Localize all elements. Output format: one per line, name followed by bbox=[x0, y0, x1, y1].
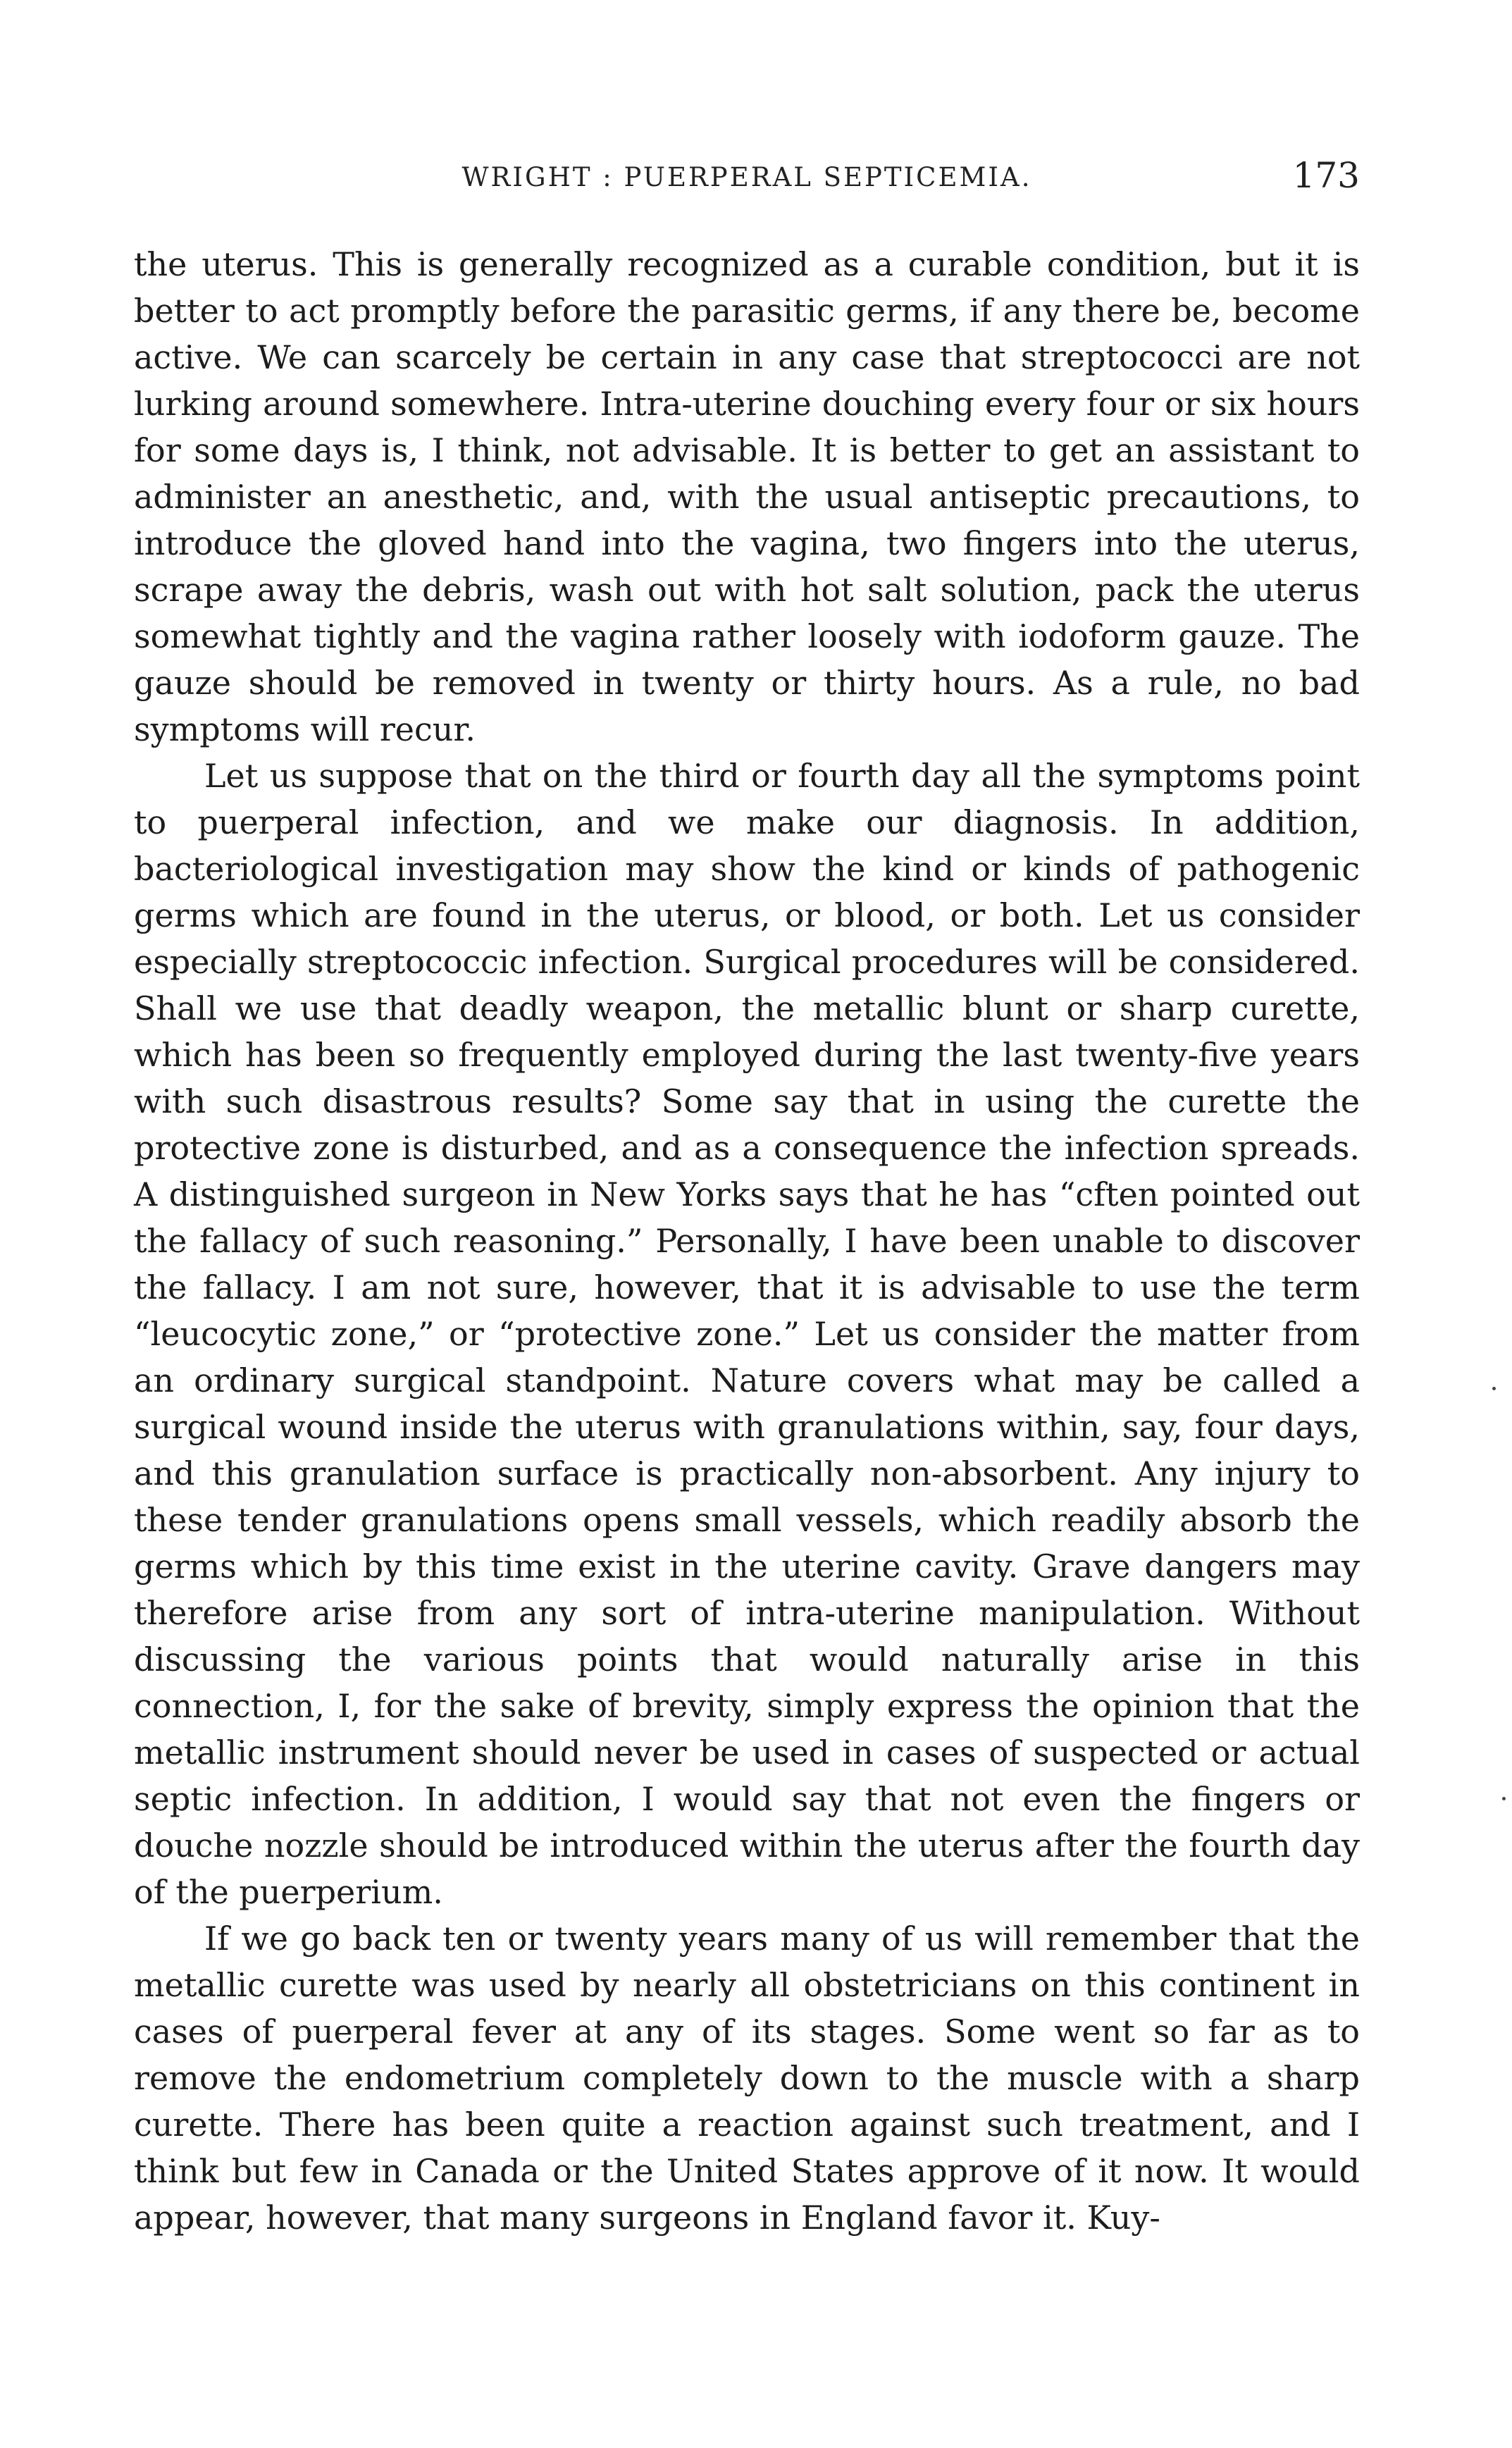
paragraph-2: Let us suppose that on the third or fourth day all the symptoms point to puerperal infection, and we make our diagnosis. In addition, bacteriological investigation may show the kind or kinds of pathogenic germs which are found in the uterus, or blood, or both. Let us consider especially streptococcic infection. Surgical procedures will be considered. Shall we use that deadly weapon, the metallic blunt or sharp curette, which has been so frequently employed during the last twenty-five years with such disastrous results? Some say that in using the curette the protective zone is disturbed, and as a consequence the infection spreads. A distinguished surgeon in New Yorks says that he has “cften pointed out the fallacy of such reasoning.” Personally, I have been unable to discover the fallacy. I am not sure, however, that it is advisable to use the term “leucocytic zone,” or “protective zone.” Let us consider the matter from an ordinary surgical standpoint. Nature covers what may be called a surgical wound inside the uterus with granulations within, say, four days, and this granulation surface is practically non-absorbent. Any injury to these tender granulations opens small vessels, which readily absorb the germs which by this time exist in the uterine cavity. Grave dangers may therefore arise from any sort of intra-uterine manipulation. Without discussing the various points that would naturally arise in this connection, I, for the sake of brevity, simply express the opinion that the metallic instrument should never be used in cases of suspected or actual septic infection. In addition, I would say that not even the fingers or douche nozzle should be introduced within the uterus after the fourth day of the puerperium. bbox=[134, 757, 1360, 1911]
paragraph-3: If we go back ten or twenty years many of us will remember that the metallic curette was used by nearly all obstetricians on this continent in cases of puerperal fever at any of its stages. Some went so far as to remove the endometrium completely down to the muscle with a sharp curette. There has been quite a reaction against such treatment, and I think but few in Canada or the United States approve of it now. It would appear, however, that many surgeons in England favor it. Kuy- bbox=[134, 1920, 1360, 2237]
margin-speck-2 bbox=[1502, 1797, 1506, 1800]
running-title: WRIGHT : PUERPERAL SEPTICEMIA. bbox=[461, 162, 1032, 192]
running-header bbox=[134, 155, 1360, 204]
paragraph-1: the uterus. This is generally recognized as a curable condition, but it is better to act promptly before the parasitic germs, if any there be, become active. We can scarcely be certain in any case that streptococci are not lurking around somewhere. Intra-uterine douching every four or six hours for some days is, I think, not advisable. It is better to get an assistant to administer an anesthetic, and, with the usual antiseptic precautions, to introduce the gloved hand into the vagina, two fingers into the uterus, scrape away the debris, wash out with hot salt solution, pack the uterus somewhat tightly and the vagina rather loosely with iodoform gauze. The gauze should be removed in twenty or thirty hours. As a rule, no bad symptoms will recur. bbox=[134, 245, 1360, 748]
body-text bbox=[134, 241, 1360, 2241]
page-number: 173 bbox=[1292, 155, 1360, 196]
margin-speck-1 bbox=[1492, 1387, 1496, 1390]
